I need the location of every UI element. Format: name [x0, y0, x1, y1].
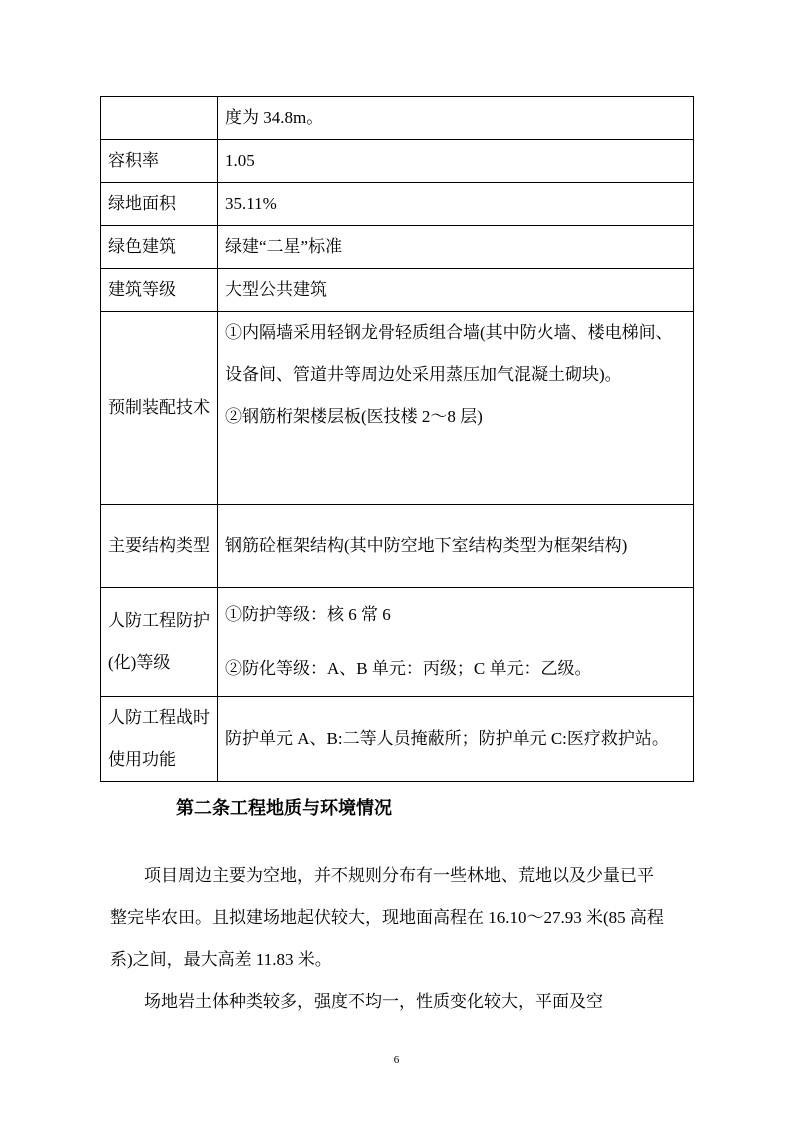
row-key: 建筑等级 — [101, 269, 218, 312]
row-value — [218, 312, 694, 505]
table-row — [101, 183, 694, 226]
row-key: 主要结构类型 — [101, 505, 218, 588]
page-number: 6 — [393, 1054, 400, 1066]
row-value-line: ②钢筋桁架楼层板(医技楼 2～8 层) — [225, 407, 483, 426]
row-key: 预制装配技术 — [101, 312, 218, 505]
row-value: 防护单元 A、B:二等人员掩蔽所；防护单元 C:医疗救护站。 — [218, 697, 694, 782]
paragraph: 场地岩土体种类较多，强度不均一，性质变化较大，平面及空 — [144, 992, 603, 1011]
row-value: 35.11% — [218, 183, 694, 226]
table-row — [101, 697, 694, 782]
row-value: 钢筋砼框架结构(其中防空地下室结构类型为框架结构) — [218, 505, 694, 588]
row-key: 容积率 — [101, 140, 218, 183]
table-row — [101, 226, 694, 269]
section-heading: 第二条工程地质与环境情况 — [176, 798, 392, 818]
row-key: 绿色建筑 — [101, 226, 218, 269]
row-key: 绿地面积 — [101, 183, 218, 226]
table-row — [101, 505, 694, 588]
row-value: 度为 34.8m。 — [218, 97, 694, 140]
row-value-line: ②防化等级：A、B 单元：丙级；C 单元：乙级。 — [225, 659, 592, 678]
row-key: 人防工程防护(化)等级 — [101, 588, 218, 697]
row-value: 1.05 — [218, 140, 694, 183]
table-row — [101, 312, 694, 505]
row-key — [101, 97, 218, 140]
project-info-table — [100, 96, 694, 782]
table-row — [101, 140, 694, 183]
row-value: 大型公共建筑 — [218, 269, 694, 312]
row-value — [218, 588, 694, 697]
table-row — [101, 97, 694, 140]
row-value-line: ①防护等级：核 6 常 6 — [225, 605, 391, 624]
row-key: 人防工程战时使用功能 — [101, 697, 218, 782]
paragraph: 项目周边主要为空地，并不规则分布有一些林地、荒地以及少量已平整完毕农田。且拟建场地起伏较大，现地面高程在 16.10～27.93 米(85 高程系)之间，最大高差 11.83 米。 — [110, 866, 664, 969]
row-value-line: ①内隔墙采用轻钢龙骨轻质组合墙(其中防火墙、楼电梯间、设备间、管道井等周边处采用蒸压加气混凝土砌块)。 — [225, 323, 673, 384]
table-row — [101, 588, 694, 697]
table-row — [101, 269, 694, 312]
row-value: 绿建“二星”标准 — [218, 226, 694, 269]
